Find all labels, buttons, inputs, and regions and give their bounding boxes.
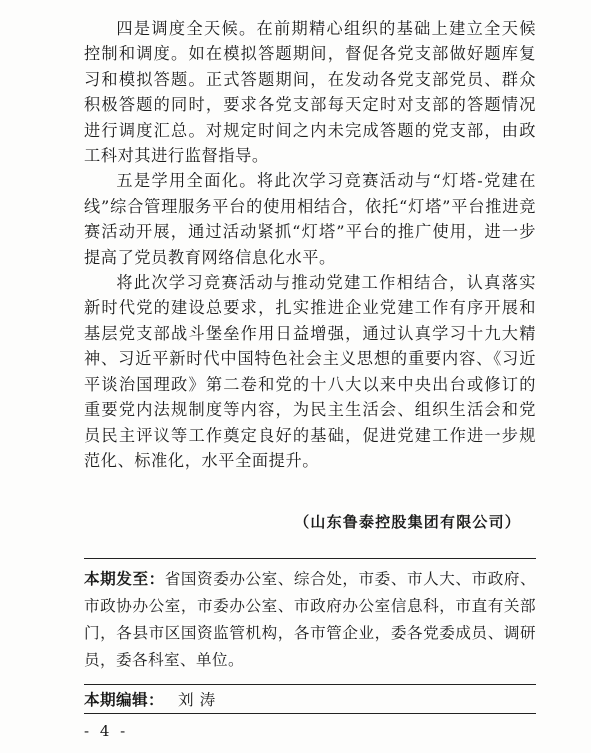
distribution-block xyxy=(84,565,536,674)
paragraph-application: 五是学用全面化。将此次学习竞赛活动与“灯塔-党建在线”综合管理服务平台的使用相结合，依托“灯塔”平台推进竞赛活动开展，通过活动紧抓“灯塔”平台的推广使用，进一步提高了党员教育网络信息化水平。 xyxy=(84,171,536,267)
paragraph-summary: 将此次学习竞赛活动与推动党建工作相结合，认真落实新时代党的建设总要求，扎实推进企业党建工作有序开展和基层党支部战斗堡垒作用日益增强，通过认真学习十九大精神、习近平新时代中国特色社会主义思想的重要内容、《习近平谈治国理政》第二卷和党的十八大以来中央出台或修订的重要党内法规制度等内容，为民主生活会、组织生活会和党员民主评议等工作奠定良好的基础，促进党建工作进一步规范化、标准化，水平全面提升。 xyxy=(84,273,536,470)
document-body xyxy=(84,16,536,473)
divider-middle xyxy=(84,684,536,685)
editor-block xyxy=(84,688,221,710)
paragraph-dispatch: 四是调度全天候。在前期精心组织的基础上建立全天候控制和调度。如在模拟答题期间，督促各党支部做好题库复习和模拟答题。正式答题期间，在发动各党支部党员、群众积极答题的同时，要求各党支部每天定时对支部的答题情况进行调度汇总。对规定时间之内未完成答题的党支部，由政工科对其进行监督指导。 xyxy=(84,19,536,166)
page-number: - 4 - xyxy=(84,722,129,740)
editor-label: 本期编辑： xyxy=(84,690,164,709)
editor-name: 刘涛 xyxy=(177,691,222,709)
issuer-signature: （山东鲁泰控股集团有限公司） xyxy=(294,513,521,531)
divider-top xyxy=(84,558,536,559)
distribution-label: 本期发至： xyxy=(84,569,165,588)
divider-bottom xyxy=(84,713,536,714)
distribution-recipients: 省国资委办公室、综合处，市委、市人大、市政府、市政协办公室，市委办公室、市政府办公室信息科，市直有关部门，各县市区国资监管机构，各市管企业，委各党委成员、调研员，委各科室、单位。 xyxy=(84,570,536,669)
